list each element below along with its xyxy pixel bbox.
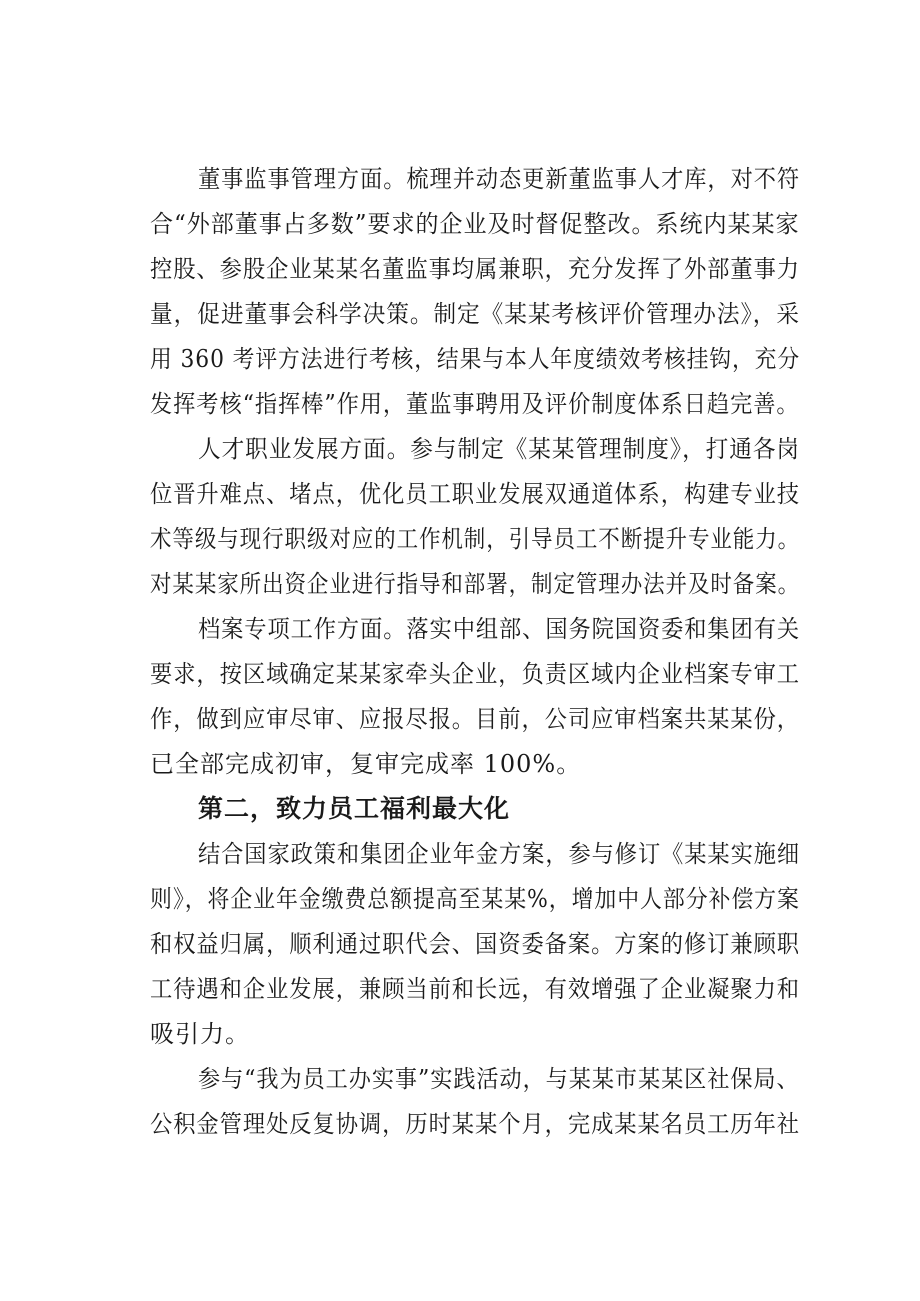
text-line: 要求，按区域确定某某家牵头企业，负责区域内企业档案专审工 <box>150 660 801 688</box>
text-line: 吸引力。 <box>150 1020 250 1048</box>
text-line: 作，做到应审尽审、应报尽报。目前，公司应审档案共某某份， <box>150 705 801 733</box>
text-line: 董事监事管理方面。梳理并动态更新董监事人才库，对不符 <box>198 165 801 193</box>
text-line: 工待遇和企业发展，兼顾当前和长远，有效增强了企业凝聚力和 <box>150 975 801 1003</box>
text-line: 发挥考核“指挥棒”作用，董监事聘用及评价制度体系日趋完善。 <box>150 390 800 418</box>
section-heading: 第二，致力员工福利最大化 <box>198 794 511 823</box>
text-line: 合“外部董事占多数”要求的企业及时督促整改。系统内某某家 <box>150 210 800 238</box>
text-line: 人才职业发展方面。参与制定《某某管理制度》，打通各岗 <box>198 435 801 463</box>
text-line: 公积金管理处反复协调，历时某某个月，完成某某名员工历年社 <box>150 1110 801 1138</box>
text-line: 已全部完成初审，复审完成率 100%。 <box>150 750 582 778</box>
text-line: 控股、参股企业某某名董监事均属兼职，充分发挥了外部董事力 <box>150 255 801 283</box>
text-line: 则》，将企业年金缴费总额提高至某某%，增加中人部分补偿方案 <box>150 885 800 913</box>
text-line: 术等级与现行职级对应的工作机制，引导员工不断提升专业能力。 <box>150 525 801 553</box>
text-line: 用 360 考评方法进行考核，结果与本人年度绩效考核挂钩，充分 <box>150 345 801 373</box>
text-line: 结合国家政策和集团企业年金方案，参与修订《某某实施细 <box>198 840 801 868</box>
text-line: 量，促进董事会科学决策。制定《某某考核评价管理办法》，采 <box>150 300 801 328</box>
text-line: 对某某家所出资企业进行指导和部署，制定管理办法并及时备案。 <box>150 570 801 598</box>
text-line: 位晋升难点、堵点，优化员工职业发展双通道体系，构建专业技 <box>150 480 801 508</box>
text-line: 和权益归属，顺利通过职代会、国资委备案。方案的修订兼顾职 <box>150 930 801 958</box>
text-line: 档案专项工作方面。落实中组部、国务院国资委和集团有关 <box>198 615 801 643</box>
text-line: 参与“我为员工办实事”实践活动，与某某市某某区社保局、 <box>198 1065 800 1093</box>
